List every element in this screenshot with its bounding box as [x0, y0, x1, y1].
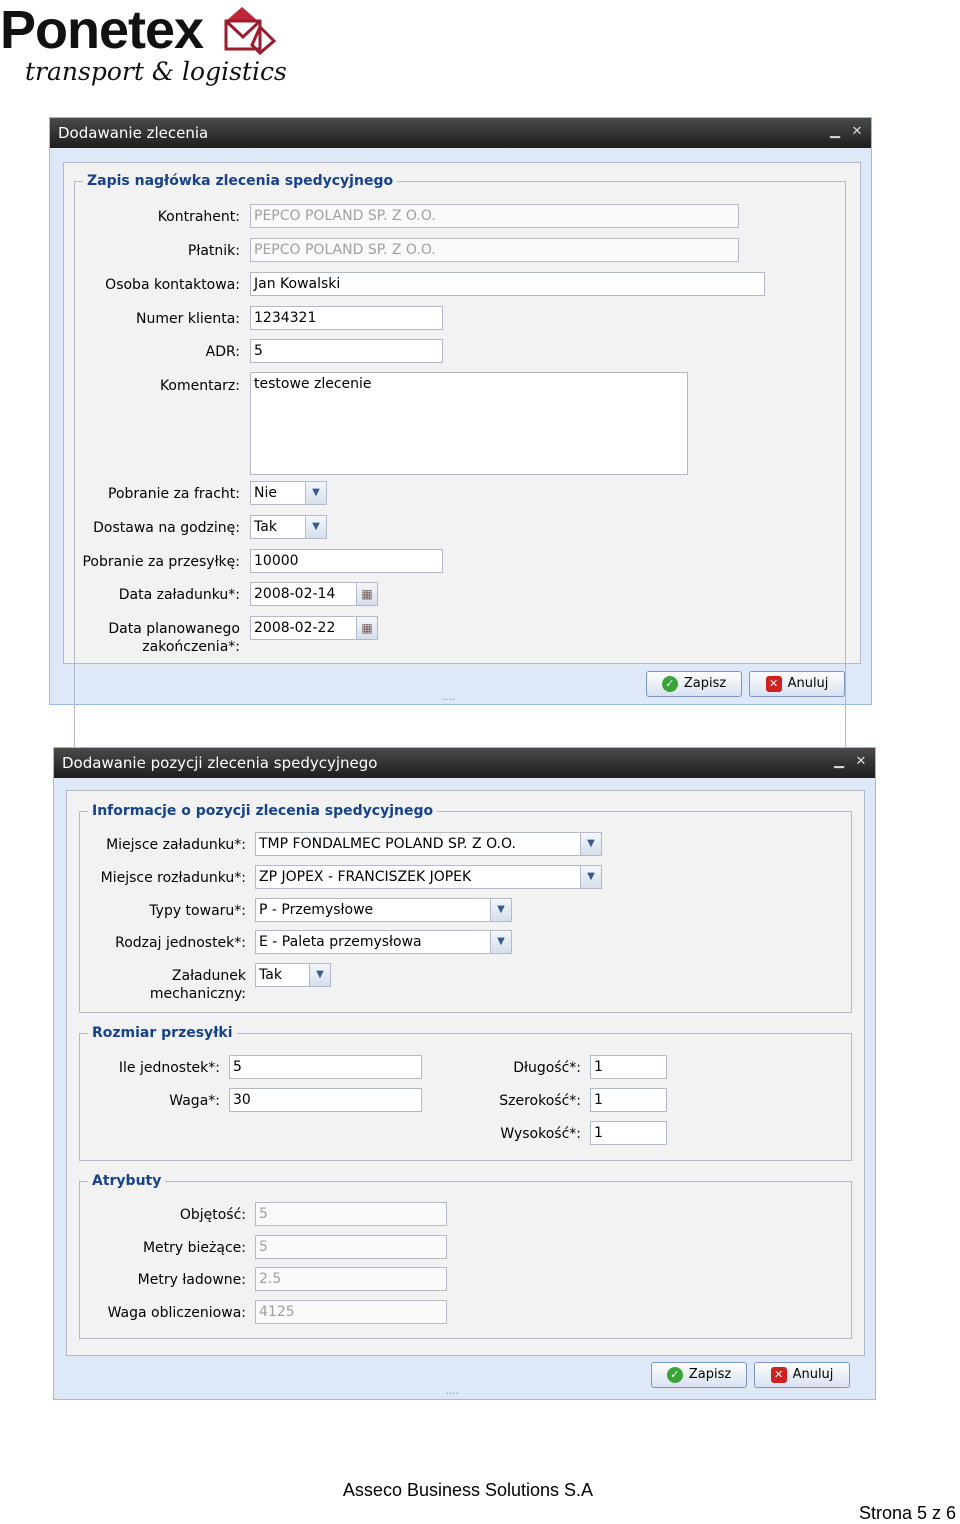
cod-label: Pobranie za przesyłkę: [82, 554, 240, 570]
freight-collection-label: Pobranie za fracht: [108, 486, 240, 502]
chevron-down-icon[interactable]: ▼ [580, 833, 601, 855]
save-button[interactable] [646, 671, 742, 697]
comment-label: Komentarz: [159, 378, 240, 394]
length-field[interactable]: 1 [590, 1055, 667, 1079]
delivery-hour-value: Tak [254, 519, 277, 535]
cod-field[interactable]: 10000 [250, 549, 443, 573]
ponetex-logo [0, 0, 300, 100]
calendar-icon[interactable]: ▦ [356, 617, 377, 639]
cancel-icon: ✕ [766, 676, 782, 692]
mechanical-loading-label [150, 967, 246, 1003]
goods-type-label: Typy towaru*: [149, 903, 246, 919]
order-form-panel [63, 162, 861, 664]
footer-company: Asseco Business Solutions S.A [342, 1480, 594, 1500]
mechanical-loading-line1: Załadunek [171, 968, 246, 984]
chevron-down-icon[interactable]: ▼ [305, 516, 326, 538]
weight-label: Waga*: [169, 1093, 220, 1109]
window-title-text: Dodawanie pozycji zlecenia spedycyjnego [62, 754, 378, 772]
cancel-label: Anuluj [792, 1367, 834, 1382]
contact-person-field[interactable]: Jan Kowalski [250, 272, 765, 296]
fieldset-legend: Zapis nagłówka zlecenia spedycyjnego [83, 173, 397, 189]
loading-date-field[interactable] [250, 582, 378, 606]
close-icon[interactable]: ✕ [851, 124, 863, 139]
loading-meters-field[interactable]: 2.5 [255, 1267, 447, 1291]
adr-field[interactable]: 5 [250, 339, 443, 363]
client-number-label: Numer klienta: [136, 311, 240, 327]
mechanical-loading-line2: mechaniczny: [149, 986, 246, 1002]
kontrahent-label: Kontrahent: [157, 209, 240, 225]
width-field[interactable]: 1 [590, 1088, 667, 1112]
delivery-hour-select[interactable] [250, 515, 327, 539]
loading-place-value: TMP FONDALMEC POLAND SP. Z O.O. [259, 836, 516, 852]
chevron-down-icon[interactable]: ▼ [490, 931, 511, 953]
loading-place-select[interactable] [255, 832, 602, 856]
mechanical-loading-value: Tak [259, 967, 282, 983]
width-label: Szerokość*: [499, 1093, 581, 1109]
loading-date-label: Data załadunku*: [118, 587, 240, 603]
resize-grip-icon[interactable]: ···· [442, 695, 455, 706]
logo-tagline: transport & logistics [25, 57, 287, 86]
unit-type-value: E - Paleta przemysłowa [259, 934, 422, 950]
contact-person-label: Osoba kontaktowa: [105, 277, 240, 293]
chevron-down-icon[interactable]: ▼ [309, 964, 330, 986]
platnik-field[interactable]: PEPCO POLAND SP. Z O.O. [250, 238, 739, 262]
planned-end-date-field[interactable] [250, 616, 378, 640]
unit-type-label: Rodzaj jednostek*: [115, 935, 246, 951]
order-item-form-panel [66, 790, 865, 1356]
volume-label: Objętość: [179, 1207, 246, 1223]
add-order-window [49, 117, 872, 705]
running-meters-label: Metry bieżące: [142, 1240, 246, 1256]
cancel-button[interactable] [754, 1362, 850, 1388]
save-label: Zapisz [683, 676, 727, 691]
running-meters-field[interactable]: 5 [255, 1235, 447, 1259]
height-label: Wysokość*: [500, 1126, 581, 1142]
calculated-weight-field[interactable]: 4125 [255, 1300, 447, 1324]
minimize-icon[interactable]: ▁ [834, 754, 844, 769]
chevron-down-icon[interactable]: ▼ [580, 866, 601, 888]
window-title-text: Dodawanie zlecenia [58, 124, 209, 142]
mechanical-loading-select[interactable] [255, 963, 331, 987]
page-number: Strona 5 z 6 [858, 1503, 956, 1523]
loading-meters-label: Metry ładowne: [137, 1272, 246, 1288]
goods-type-value: P - Przemysłowe [259, 902, 374, 918]
logo-name: Ponetex [0, 0, 204, 60]
planned-end-label-line2: zakończenia*: [142, 639, 240, 655]
fieldset-legend: Atrybuty [88, 1173, 165, 1189]
unloading-place-value: ZP JOPEX - FRANCISZEK JOPEK [259, 869, 472, 885]
add-order-window-title [50, 118, 871, 148]
platnik-label: Płatnik: [187, 243, 240, 259]
chevron-down-icon[interactable]: ▼ [305, 482, 326, 504]
save-button[interactable] [651, 1362, 747, 1388]
envelope-logo-icon [222, 5, 278, 55]
delivery-hour-label: Dostawa na godzinę: [93, 520, 240, 536]
add-order-item-window-title [54, 748, 875, 778]
units-count-field[interactable]: 5 [229, 1055, 422, 1079]
cancel-button[interactable] [749, 671, 845, 697]
cancel-label: Anuluj [787, 676, 829, 691]
loading-place-label: Miejsce załadunku*: [106, 837, 246, 853]
save-label: Zapisz [688, 1367, 732, 1382]
kontrahent-field[interactable]: PEPCO POLAND SP. Z O.O. [250, 204, 739, 228]
resize-grip-icon[interactable]: ···· [446, 1389, 459, 1400]
freight-collection-select[interactable] [250, 481, 327, 505]
check-icon: ✓ [667, 1367, 683, 1383]
planned-end-label-line1: Data planowanego [108, 621, 240, 637]
close-icon[interactable]: ✕ [855, 754, 867, 769]
calendar-icon[interactable]: ▦ [356, 583, 377, 605]
minimize-icon[interactable]: ▁ [830, 124, 840, 139]
weight-field[interactable]: 30 [229, 1088, 422, 1112]
fieldset-legend: Informacje o pozycji zlecenia spedycyjnego [88, 803, 437, 819]
unloading-place-label: Miejsce rozładunku*: [100, 870, 246, 886]
freight-collection-value: Nie [254, 485, 277, 501]
add-order-item-window [53, 747, 876, 1400]
comment-textarea[interactable]: testowe zlecenie [250, 372, 688, 475]
unloading-place-select[interactable] [255, 865, 602, 889]
planned-end-label [108, 620, 240, 656]
fieldset-legend: Rozmiar przesyłki [88, 1025, 237, 1041]
calculated-weight-label: Waga obliczeniowa: [107, 1305, 246, 1321]
cancel-icon: ✕ [771, 1367, 787, 1383]
loading-date-value: 2008-02-14 [254, 586, 336, 602]
check-icon: ✓ [662, 676, 678, 692]
length-label: Długość*: [513, 1060, 581, 1076]
chevron-down-icon[interactable]: ▼ [490, 899, 511, 921]
volume-field[interactable]: 5 [255, 1202, 447, 1226]
units-count-label: Ile jednostek*: [118, 1060, 220, 1076]
goods-type-select[interactable] [255, 898, 512, 922]
height-field[interactable]: 1 [590, 1121, 667, 1145]
unit-type-select[interactable] [255, 930, 512, 954]
client-number-field[interactable]: 1234321 [250, 306, 443, 330]
adr-label: ADR: [205, 344, 240, 360]
planned-end-date-value: 2008-02-22 [254, 620, 336, 636]
